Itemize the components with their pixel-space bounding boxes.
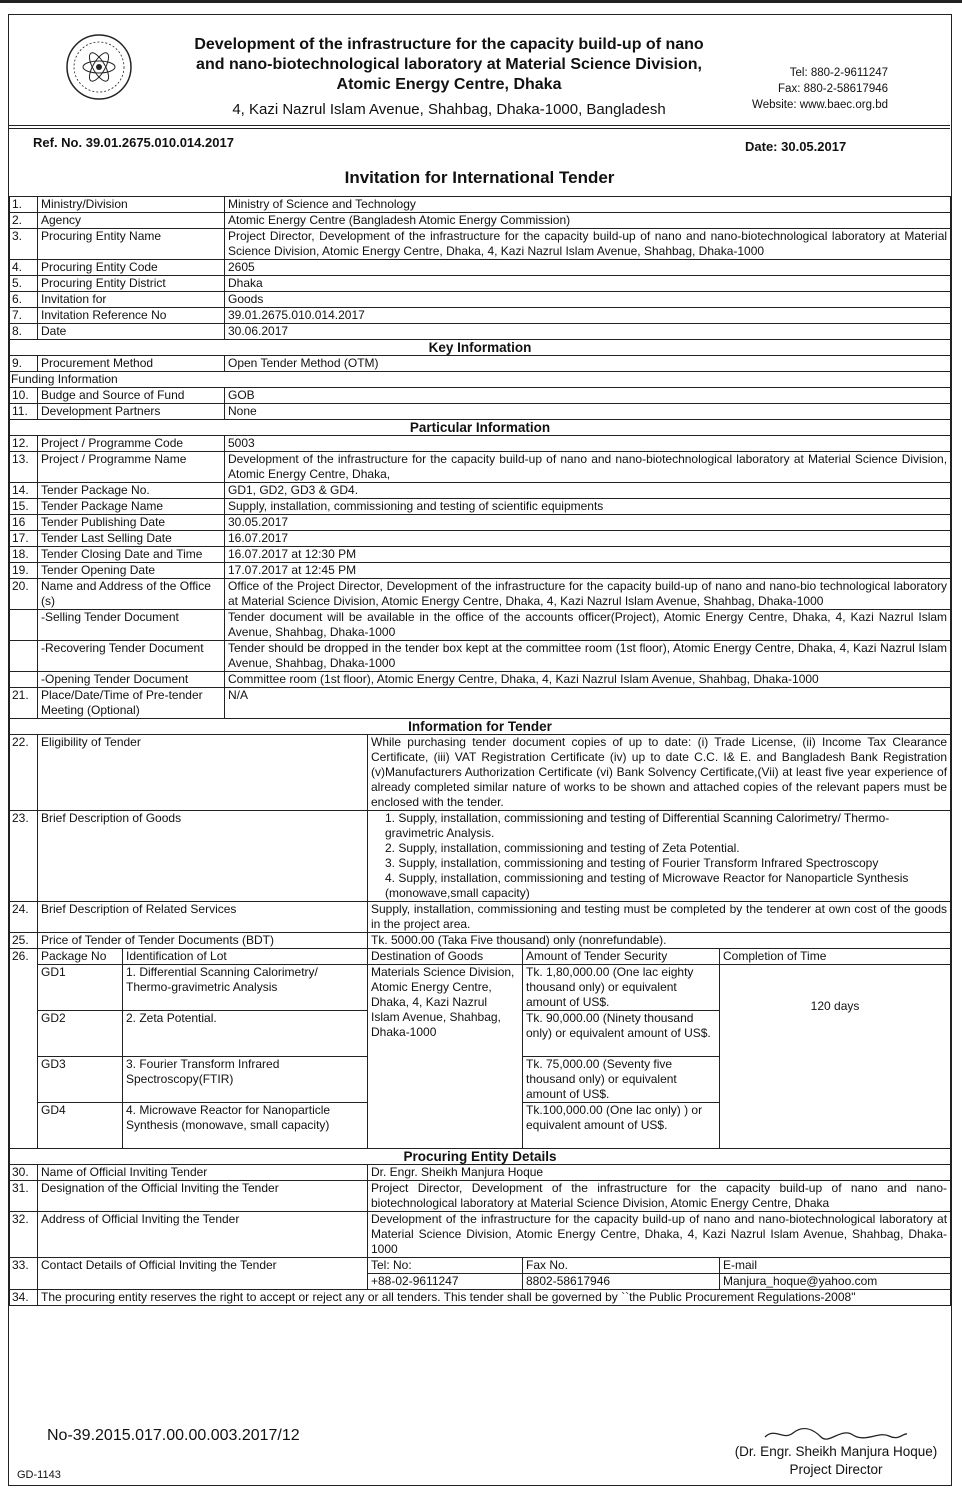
row-label: Development Partners [38, 404, 225, 420]
row-34 [10, 1290, 951, 1306]
header-rule-2 [9, 128, 950, 129]
row-label: Procuring Entity Code [38, 260, 225, 276]
row-number: 8. [10, 324, 38, 340]
goods-item: 4. Supply, installation, commissioning and testing of Microwave Reactor for Nanoparticle Synthesis (monowave,small capacity) [385, 871, 909, 900]
package-no: GD4 [38, 1103, 123, 1149]
header-amount: Amount of Tender Security [523, 949, 720, 965]
row-number: 11. [10, 404, 38, 420]
row-23 [10, 811, 951, 902]
row-sub [10, 641, 951, 672]
row-label: -Selling Tender Document [38, 610, 225, 641]
row-number: 22. [10, 735, 38, 811]
row-value: 17.07.2017 at 12:45 PM [225, 563, 951, 579]
row-label: Ministry/Division [38, 197, 225, 213]
title-line-1: Development of the infrastructure for the capacity build-up of nano [194, 36, 704, 53]
row-value: Project Director, Development of the infrastructure for the capacity build-up of nano and nano-biotechnological laboratory at Material Science Division, Atomic Energy Centre, Dhaka, 4, Kazi Nazrul Islam Avenue, Shahbag, Dhaka-1000 [225, 229, 951, 260]
row-value: Tk. 5000.00 (Taka Five thousand) only (nonrefundable). [368, 933, 951, 949]
row-number: 18. [10, 547, 38, 563]
row-label: Funding Information [10, 372, 951, 388]
row-value: Supply, installation, commissioning and testing must be completed by the tenderer at own cost of the goods in the project area. [368, 902, 951, 933]
header-lot: Identification of Lot [123, 949, 368, 965]
row-label: Tender Opening Date [38, 563, 225, 579]
lot: 2. Zeta Potential. [123, 1011, 368, 1057]
row-number: 10. [10, 388, 38, 404]
letterhead-title [159, 35, 739, 95]
row-15 [10, 499, 951, 515]
row-value: Dr. Engr. Sheikh Manjura Hoque [368, 1165, 951, 1181]
row-number: 17. [10, 531, 38, 547]
row-label: Tender Publishing Date [38, 515, 225, 531]
row-label: Name of Official Inviting Tender [38, 1165, 368, 1181]
row-number: 1. [10, 197, 38, 213]
row-5 [10, 276, 951, 292]
row-22 [10, 735, 951, 811]
row-number: 32. [10, 1212, 38, 1258]
row-14 [10, 483, 951, 499]
row-number: 25. [10, 933, 38, 949]
row-value: 5003 [225, 436, 951, 452]
section-information-for-tender: Information for Tender [10, 719, 951, 735]
row-13 [10, 452, 951, 483]
row-number: 13. [10, 452, 38, 483]
row-label: Budge and Source of Fund [38, 388, 225, 404]
website: Website: www.baec.org.bd [752, 99, 888, 111]
row-value: Development of the infrastructure for the capacity build-up of nano and nano-biotechnological laboratory at Material Science Division, Atomic Energy Centre, Dhaka, 4, Kazi Nazrul Islam Avenue, Shahbag, Dhaka-1000 [368, 1212, 951, 1258]
row-label: Contact Details of Official Inviting the Tender [38, 1258, 368, 1290]
header-package-no: Package No [38, 949, 123, 965]
fax-value: 8802-58617946 [523, 1274, 720, 1290]
row-value: GD1, GD2, GD3 & GD4. [225, 483, 951, 499]
row-value: 30.06.2017 [225, 324, 951, 340]
header-completion: Completion of Time [720, 949, 951, 965]
package-no: GD2 [38, 1011, 123, 1057]
signature-block [721, 1425, 951, 1479]
title-line-2: and nano-biotechnological laboratory at Material Science Division, [196, 56, 702, 73]
row-label: Procurement Method [38, 356, 225, 372]
row-value: 16.07.2017 at 12:30 PM [225, 547, 951, 563]
row-17 [10, 531, 951, 547]
row-number: 7. [10, 308, 38, 324]
row-16 [10, 515, 951, 531]
row-sub [10, 610, 951, 641]
row-value: Project Director, Development of the infrastructure for the capacity build-up of nano and nano-biotechnological laboratory at Material Science Division, Atomic Energy Centre, Dhaka [368, 1181, 951, 1212]
row-number: 19. [10, 563, 38, 579]
memo-number: No-39.2015.017.00.00.003.2017/12 [47, 1427, 300, 1444]
row-number [10, 641, 38, 672]
row-32 [10, 1212, 951, 1258]
email-label: E-mail [720, 1258, 951, 1274]
row-number: 4. [10, 260, 38, 276]
row-number: 6. [10, 292, 38, 308]
row-label: -Opening Tender Document [38, 672, 225, 688]
package-no: GD3 [38, 1057, 123, 1103]
reference-number: Ref. No. 39.01.2675.010.014.2017 [33, 135, 234, 150]
row-18 [10, 547, 951, 563]
destination: Materials Science Division, Atomic Energy Centre, Dhaka, 4, Kazi Nazrul Islam Avenue, Shahbag, Dhaka-1000 [368, 965, 523, 1149]
row-value: Office of the Project Director, Development of the infrastructure for the capacity build-up of nano and nano-bio technological laboratory at Material Science Division, Atomic Energy Centre, Dhaka, 4, Kazi Nazrul Islam Avenue, Shahbag, Dhaka-1000 [225, 579, 951, 610]
notice-date: Date: 30.05.2017 [745, 139, 847, 154]
letterhead [9, 15, 950, 127]
header-rule [9, 125, 950, 126]
row-value: Goods [225, 292, 951, 308]
goods-item: 1. Supply, installation, commissioning and testing of Differential Scanning Calorimetry/ Thermo-gravimetric Analysis. [385, 811, 890, 840]
row-20 [10, 579, 951, 610]
row-value: 30.05.2017 [225, 515, 951, 531]
row-number: 12. [10, 436, 38, 452]
row-26-header [10, 949, 951, 965]
invitation-title: Invitation for International Tender [344, 168, 615, 187]
gd-number: GD-1143 [17, 1469, 61, 1481]
row-label: Price of Tender of Tender Documents (BDT) [38, 933, 368, 949]
handwritten-signature [721, 1425, 951, 1443]
row-1 [10, 197, 951, 213]
amount: Tk. 90,000.00 (Ninety thousand only) or equivalent amount of US$. [523, 1011, 720, 1057]
header-destination: Destination of Goods [368, 949, 523, 965]
row-33 [10, 1258, 951, 1274]
row-number: 21. [10, 688, 38, 719]
row-number: 26. [10, 949, 38, 1149]
row-8 [10, 324, 951, 340]
lot: 1. Differential Scanning Calorimetry/ Thermo-gravimetric Analysis [123, 965, 368, 1011]
row-number [10, 610, 38, 641]
tender-notice [8, 14, 952, 1486]
row-value: 16.07.2017 [225, 531, 951, 547]
tel-value: +88-02-9611247 [368, 1274, 523, 1290]
row-number: 2. [10, 213, 38, 229]
row-label: Invitation Reference No [38, 308, 225, 324]
row-2 [10, 213, 951, 229]
baec-seal-logo [65, 33, 133, 101]
row-value: Ministry of Science and Technology [225, 197, 951, 213]
section-particular-information: Particular Information [10, 420, 951, 436]
row-number: 3. [10, 229, 38, 260]
row-24 [10, 902, 951, 933]
row-value: While purchasing tender document copies of up to date: (i) Trade License, (ii) Income Tax Clearance Certificate, (iii) VAT Registration Certificate (iv) up to date C.C. I& E. and Bangladesh Bank Registration (v)Manufacturers Authorization Certificate (vi) Bank Solvency Certificate,(Vii) at least five year experience of already completed similar nature of works to be shown and attached copies of the relevant papers must be enclosed with the tender. [368, 735, 951, 811]
row-number [10, 672, 38, 688]
package-no: GD1 [38, 965, 123, 1011]
row-number: 33. [10, 1258, 38, 1290]
row-label: Tender Closing Date and Time [38, 547, 225, 563]
row-label: Tender Last Selling Date [38, 531, 225, 547]
row-number: 34. [10, 1290, 38, 1306]
amount: Tk. 1,80,000.00 (One lac eighty thousand only) or equivalent amount of US$. [523, 965, 720, 1011]
row-label: Invitation for [38, 292, 225, 308]
row-label: Tender Package Name [38, 499, 225, 515]
row-number: 14. [10, 483, 38, 499]
row-label: Tender Package No. [38, 483, 225, 499]
row-label: Name and Address of the Office (s) [38, 579, 225, 610]
row-number: 23. [10, 811, 38, 902]
row-sub [10, 672, 951, 688]
section-key-information: Key Information [10, 340, 951, 356]
row-value: None [225, 404, 951, 420]
row-4 [10, 260, 951, 276]
tender-table [9, 196, 951, 1306]
completion-time: 120 days [720, 965, 951, 1149]
lot: 4. Microwave Reactor for Nanoparticle Synthesis (monowave, small capacity) [123, 1103, 368, 1149]
top-rule [0, 0, 962, 3]
row-11 [10, 404, 951, 420]
lot: 3. Fourier Transform Infrared Spectroscopy(FTIR) [123, 1057, 368, 1103]
row-label: Eligibility of Tender [38, 735, 368, 811]
row-number: 20. [10, 579, 38, 610]
amount: Tk. 75,000.00 (Seventy five thousand only) or equivalent amount of US$. [523, 1057, 720, 1103]
tel-label: Tel: No: [368, 1258, 523, 1274]
row-value: Atomic Energy Centre (Bangladesh Atomic Energy Commission) [225, 213, 951, 229]
row-value: Supply, installation, commissioning and testing of scientific equipments [225, 499, 951, 515]
row-sub [10, 372, 951, 388]
row-label: Project / Programme Name [38, 452, 225, 483]
row-31 [10, 1181, 951, 1212]
row-number: 15. [10, 499, 38, 515]
package-row [10, 965, 951, 1011]
row-number: 31. [10, 1181, 38, 1212]
goods-item: 3. Supply, installation, commissioning and testing of Fourier Transform Infrared Spectroscopy [385, 856, 879, 870]
goods-item: 2. Supply, installation, commissioning and testing of Zeta Potential. [385, 841, 740, 855]
row-value: Open Tender Method (OTM) [225, 356, 951, 372]
row-30 [10, 1165, 951, 1181]
row-number: 16 [10, 515, 38, 531]
row-number: 30. [10, 1165, 38, 1181]
row-value: GOB [225, 388, 951, 404]
title-line-3: Atomic Energy Centre, Dhaka [336, 76, 562, 93]
row-label: Project / Programme Code [38, 436, 225, 452]
row-value: The procuring entity reserves the right to accept or reject any or all tenders. This tender shall be governed by ``the Public Procurement Regulations-2008" [38, 1290, 951, 1306]
row-label: Agency [38, 213, 225, 229]
fax-label: Fax No. [523, 1258, 720, 1274]
row-label: Brief Description of Goods [38, 811, 368, 902]
row-number: 9. [10, 356, 38, 372]
row-label: Date [38, 324, 225, 340]
row-number: 5. [10, 276, 38, 292]
row-value: Dhaka [225, 276, 951, 292]
row-12 [10, 436, 951, 452]
row-value: Committee room (1st floor), Atomic Energy Centre, Dhaka, 4, Kazi Nazrul Islam Avenue, Shahbag, Dhaka-1000 [225, 672, 951, 688]
row-value: 39.01.2675.010.014.2017 [225, 308, 951, 324]
fax: Fax: 880-2-58617946 [778, 83, 888, 95]
row-label: Procuring Entity District [38, 276, 225, 292]
row-value: Tender document will be available in the office of the accounts officer(Project), Atomic Energy Centre, Dhaka, 4, Kazi Nazrul Islam Avenue, Shahbag, Dhaka-1000 [225, 610, 951, 641]
row-19 [10, 563, 951, 579]
section-procuring-entity-details: Procuring Entity Details [10, 1149, 951, 1165]
row-9 [10, 356, 951, 372]
signatory-name: (Dr. Engr. Sheikh Manjura Hoque) [734, 1444, 938, 1459]
row-7 [10, 308, 951, 324]
goods-list [368, 811, 951, 902]
tel: Tel: 880-2-9611247 [789, 67, 888, 79]
row-label: Place/Date/Time of Pre-tender Meeting (Optional) [38, 688, 225, 719]
row-value: N/A [225, 688, 951, 719]
email-value: Manjura_hoque@yahoo.com [720, 1274, 951, 1290]
letterhead-contact [752, 65, 888, 113]
row-label: Brief Description of Related Services [38, 902, 368, 933]
row-value: Development of the infrastructure for the capacity build-up of nano and nano-biotechnological laboratory at Material Science Division, Atomic Energy Centre, Dhaka, [225, 452, 951, 483]
letterhead-address: 4, Kazi Nazrul Islam Avenue, Shahbag, Dhaka-1000, Bangladesh [232, 101, 666, 118]
signatory-title: Project Director [789, 1462, 883, 1477]
row-25 [10, 933, 951, 949]
row-value: Tender should be dropped in the tender box kept at the committee room (1st floor), Atomic Energy Centre, Dhaka, 4, Kazi Nazrul Islam Avenue, Shahbag, Dhaka-1000 [225, 641, 951, 672]
row-label: Designation of the Official Inviting the Tender [38, 1181, 368, 1212]
amount: Tk.100,000.00 (One lac only) ) or equivalent amount of US$. [523, 1103, 720, 1149]
row-label: Address of Official Inviting the Tender [38, 1212, 368, 1258]
row-number: 24. [10, 902, 38, 933]
row-21 [10, 688, 951, 719]
row-label: -Recovering Tender Document [38, 641, 225, 672]
row-label: Procuring Entity Name [38, 229, 225, 260]
row-3 [10, 229, 951, 260]
row-10 [10, 388, 951, 404]
row-value: 2605 [225, 260, 951, 276]
row-6 [10, 292, 951, 308]
